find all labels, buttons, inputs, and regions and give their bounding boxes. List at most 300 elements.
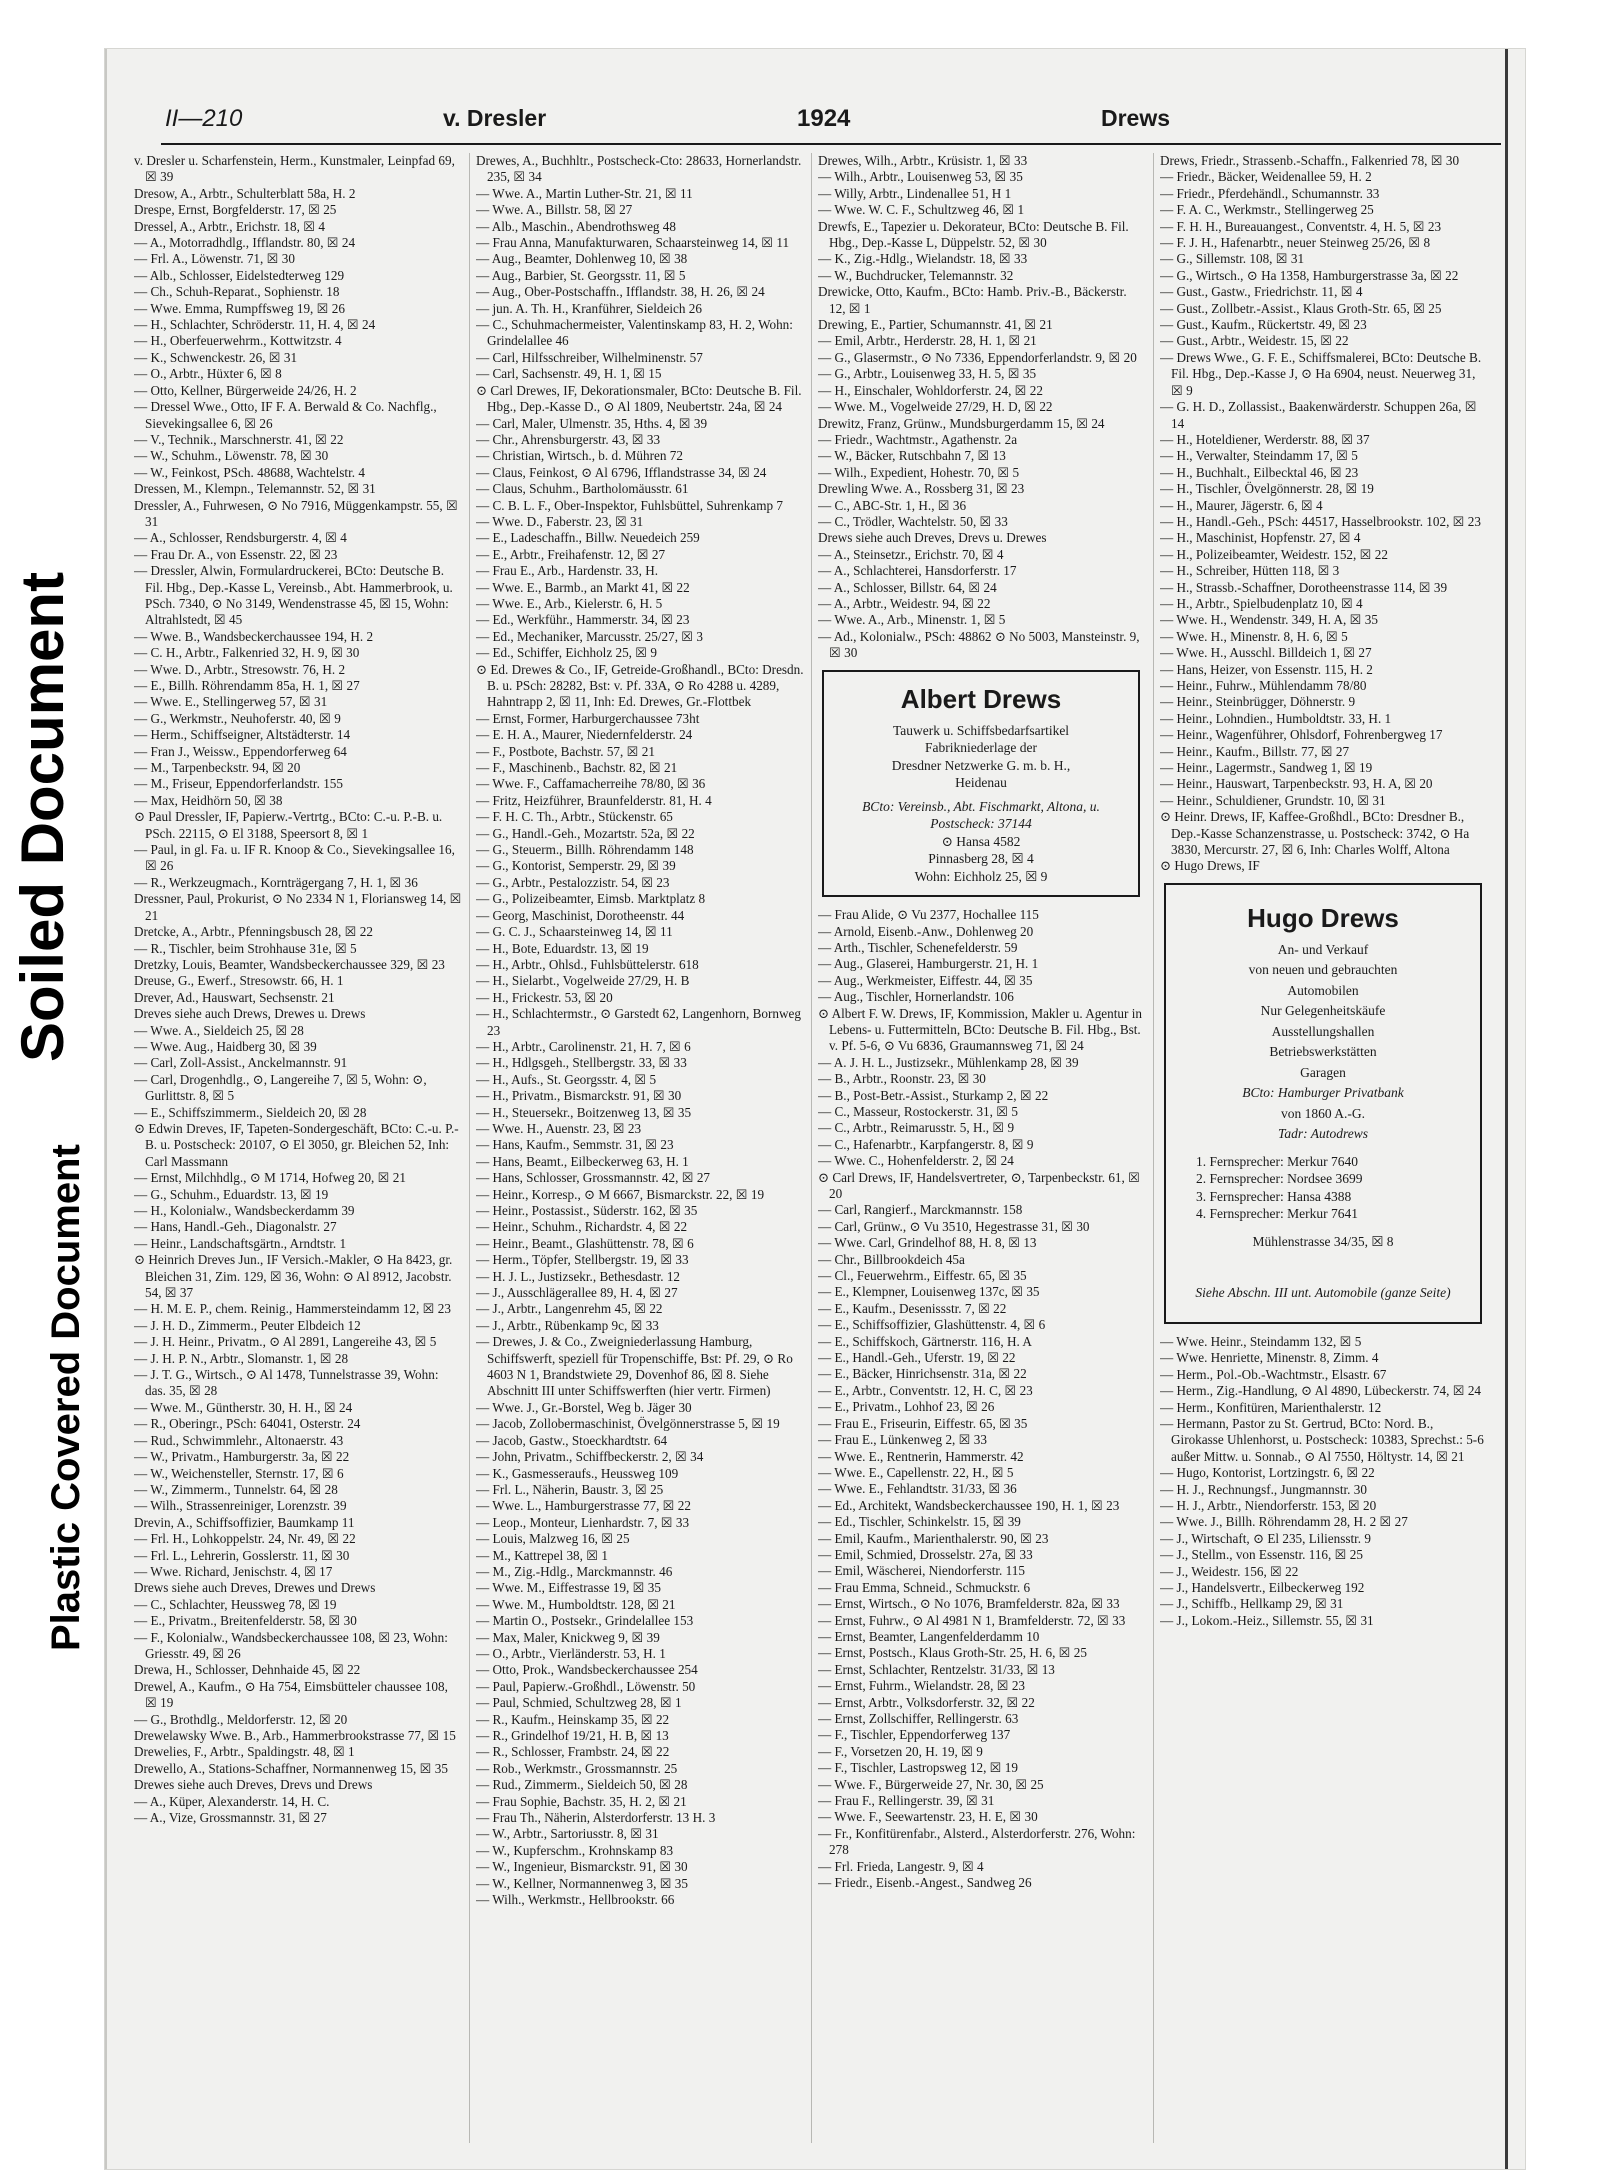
directory-entry: Drewfs, E., Tapezier u. Dekorateur, BCto: Deutsche B. Fil. Hbg., Dep.-Kasse L, Düppelstr. 52, ☒ 30 xyxy=(818,218,1129,251)
directory-entry: — Hermann, Pastor zu St. Gertrud, BCto: Nord. B., Girokasse Uhlenhorst, u. Postscheck: 10383, Sprechst.: 5-6 außer Mittw. u. Sonnab., ⊙ Al 7550, Höltystr. 14, ☒ 21 xyxy=(1160,1415,1484,1464)
directory-entry: — Aug., Werkmeister, Eiffestr. 44, ☒ 35 xyxy=(818,972,1033,988)
directory-entry: — K., Zig.-Hdlg., Wielandstr. 18, ☒ 33 xyxy=(818,251,1028,267)
directory-entry: — Ad., Kolonialw., PSch: 48862 ⊙ No 5003, Mansteinstr. 9, ☒ 30 xyxy=(818,628,1140,661)
directory-entry: — H., Arbtr., Ohlsd., Fuhlsbüttelerstr. 618 xyxy=(476,956,699,972)
ad-phone: 1. Fernsprecher: Merkur 7640 xyxy=(1196,1153,1358,1169)
directory-entry: — Herm., Zig.-Handlung, ⊙ Al 4890, Lübeckerstr. 74, ☒ 24 xyxy=(1160,1383,1482,1399)
directory-entry: — Carl, Sachsenstr. 49, H. 1, ☒ 15 xyxy=(476,366,662,382)
ad-note: Siehe Abschn. III unt. Automobile (ganze Seite) xyxy=(1195,1285,1451,1301)
directory-entry: — H., Privatm., Bismarckstr. 91, ☒ 30 xyxy=(476,1088,682,1104)
directory-entry: — Rob., Werkmstr., Grossmannstr. 25 xyxy=(476,1760,678,1776)
directory-entry: — Drews Wwe., G. F. E., Schiffsmalerei, BCto: Deutsche B. Fil. Hbg., Dep.-Kasse J, ⊙ Ha 6904, neust. Neuerweg 31, ☒ 9 xyxy=(1160,349,1482,398)
directory-entry: — W., Kellner, Normannenweg 3, ☒ 35 xyxy=(476,1875,688,1891)
directory-entry: Dressner, Paul, Prokurist, ⊙ No 2334 N 1, Floriansweg 14, ☒ 21 xyxy=(134,891,462,923)
directory-entry: — Frau Sophie, Bachstr. 35, H. 2, ☒ 21 xyxy=(476,1793,687,1809)
directory-entry: Drews siehe auch Dreves, Drewes und Drews xyxy=(134,1580,376,1596)
directory-entry: — Ed., Schiffer, Eichholz 25, ☒ 9 xyxy=(476,645,657,661)
directory-entry: Drewicke, Otto, Kaufm., BCto: Hamb. Priv.-B., Bäckerstr. 12, ☒ 1 xyxy=(818,284,1127,316)
directory-entry: Drewa, H., Schlosser, Dehnhaide 45, ☒ 22 xyxy=(134,1662,361,1678)
directory-entry: — Herm., Pol.-Ob.-Wachtmstr., Elsastr. 67 xyxy=(1160,1366,1387,1382)
ad-line: von 1860 A.-G. xyxy=(1281,1105,1365,1121)
directory-entry: — C., Arbtr., Reimarusstr. 5, H., ☒ 9 xyxy=(818,1120,1015,1136)
directory-entry: — Ernst, Zollschiffer, Rellingerstr. 63 xyxy=(818,1711,1019,1726)
directory-entry: Dreuse, G., Ewerf., Stresowstr. 66, H. 1 xyxy=(134,973,344,989)
directory-entry: — K., Gasmesseraufs., Heussweg 109 xyxy=(476,1465,679,1481)
directory-entry: — Friedr., Bäcker, Weidenallee 59, H. 2 xyxy=(1160,169,1372,185)
directory-entry: — Wwe. Heinr., Steindamm 132, ☒ 5 xyxy=(1160,1333,1362,1349)
directory-entry: Drevin, A., Schiffsoffizier, Baumkamp 11 xyxy=(134,1514,355,1530)
directory-entry: — Wwe. E., Capellenstr. 22, H., ☒ 5 xyxy=(818,1464,1014,1480)
directory-entry: — Wwe. F., Caffamacherreihe 78/80, ☒ 36 xyxy=(476,776,706,792)
directory-entry: — C., Hafenarbtr., Karpfangerstr. 8, ☒ 9 xyxy=(818,1136,1034,1152)
directory-entry: — Wilh., Expedient, Hohestr. 70, ☒ 5 xyxy=(818,464,1020,480)
directory-entry: — Drewes, J. & Co., Zweigniederlassung Hamburg, Schiffswerft, speziell für Tropenschiffe, Bst: Pf. 29, ⊙ Ro 4603 N 1, Brandstwiete 29, Dovenhof 86, ☒ 8. Siehe Abschnitt III unter Schiffswerften (hier vertr. Firmen) xyxy=(476,1334,793,1399)
directory-entry: Drewing, E., Partier, Schumannstr. 41, ☒ 21 xyxy=(818,317,1053,333)
directory-entry: — Arth., Tischler, Schenefelderstr. 59 xyxy=(818,939,1018,955)
directory-entry: — Carl, Zoll-Assist., Anckelmannstr. 91 xyxy=(134,1055,348,1071)
directory-entry: — H., Maurer, Jägerstr. 6, ☒ 4 xyxy=(1160,497,1323,513)
directory-entry: — Wilh., Arbtr., Louisenweg 53, ☒ 35 xyxy=(818,169,1023,185)
directory-entry: — Wwe. E., Rentnerin, Hammerstr. 42 xyxy=(818,1448,1024,1464)
directory-entry: — Wwe. E., Fehlandtstr. 31/33, ☒ 36 xyxy=(818,1481,1017,1497)
directory-entry: — Christian, Wirtsch., b. d. Mühren 72 xyxy=(476,448,683,464)
directory-entry: — F. H. H., Bureauangest., Conventstr. 4, H. 5, ☒ 23 xyxy=(1160,218,1442,234)
ad-phone: 2. Fernsprecher: Nordsee 3699 xyxy=(1196,1171,1363,1187)
directory-entry: — C., ABC-Str. 1, H., ☒ 36 xyxy=(818,497,967,513)
directory-entry: — F., Vorsetzen 20, H. 19, ☒ 9 xyxy=(818,1743,983,1759)
directory-entry: — Otto, Kellner, Bürgerweide 24/26, H. 2 xyxy=(134,382,357,398)
directory-entry: — W., Schuhm., Löwenstr. 78, ☒ 30 xyxy=(134,448,329,464)
directory-entry: — Ernst, Wirtsch., ⊙ No 1076, Bramfelderstr. 82a, ☒ 33 xyxy=(818,1596,1120,1612)
directory-entry: — Frl. A., Löwenstr. 71, ☒ 30 xyxy=(134,251,295,267)
directory-entry: — H., Maschinist, Hopfenstr. 27, ☒ 4 xyxy=(1160,530,1361,546)
directory-entry: — Aug., Glaserei, Hamburgerstr. 21, H. 1 xyxy=(818,956,1039,972)
directory-entry: — Wwe. M., Vogelweide 27/29, H. D, ☒ 22 xyxy=(818,399,1053,415)
directory-entry: — Chr., Billbrookdeich 45a xyxy=(818,1251,965,1267)
directory-entry: — Wilh., Werkmstr., Hellbrookstr. 66 xyxy=(476,1892,675,1908)
directory-entry: — H., Arbtr., Carolinenstr. 21, H. 7, ☒ 6 xyxy=(476,1038,691,1054)
directory-entry: — Heinr., Steinbrügger, Döhnerstr. 9 xyxy=(1160,694,1356,710)
directory-entry: — H., Strassb.-Schaffner, Dorotheenstrasse 114, ☒ 39 xyxy=(1160,579,1448,595)
directory-entry: — Rud., Zimmerm., Sieldeich 50, ☒ 28 xyxy=(476,1777,688,1793)
ad-line: Tauwerk u. Schiffsbedarfsartikel xyxy=(892,722,1070,738)
directory-entry: — A., Arbtr., Weidestr. 94, ☒ 22 xyxy=(818,595,991,611)
directory-entry: — Carl, Hilfsschreiber, Wilhelminenstr. 57 xyxy=(476,349,703,365)
directory-entry: — A., Schlosser, Rendsburgerstr. 4, ☒ 4 xyxy=(134,530,347,546)
directory-entry: — J., Stellm., von Essenstr. 116, ☒ 25 xyxy=(1160,1547,1363,1563)
directory-entry: — Wwe. M., Humboldtstr. 128, ☒ 21 xyxy=(476,1596,676,1612)
directory-entry: — Ernst, Arbtr., Volksdorferstr. 32, ☒ 22 xyxy=(818,1694,1035,1710)
header-rule xyxy=(161,143,1501,145)
directory-entry: — J., Wirtschaft, ⊙ El 235, Liliensstr. 9 xyxy=(1160,1530,1371,1546)
directory-entry: — E., Ladeschaffn., Billw. Neuedeich 259 xyxy=(476,530,700,546)
directory-entry: — H., Buchhalt., Eilbecktal 46, ☒ 23 xyxy=(1160,464,1359,480)
directory-entry: — K., Schwenckestr. 26, ☒ 31 xyxy=(134,349,298,365)
directory-entry: — R., Schlosser, Frambstr. 24, ☒ 22 xyxy=(476,1744,670,1760)
directory-entry: — Carl, Rangierf., Marckmannstr. 158 xyxy=(818,1202,1023,1218)
directory-entry: — Leop., Monteur, Lienhardstr. 7, ☒ 33 xyxy=(476,1514,690,1530)
directory-entry: — E., Billh. Röhrendamm 85a, H. 1, ☒ 27 xyxy=(134,678,360,693)
directory-entry: — G., Sillemstr. 108, ☒ 31 xyxy=(1160,251,1305,267)
directory-entry: — Ernst, Beamter, Langenfelderdamm 10 xyxy=(818,1628,1040,1644)
directory-entry: — Aug., Ober-Postschaffn., Ifflandstr. 38, H. 26, ☒ 24 xyxy=(476,284,765,300)
ad-bank: BCto: Hamburger Privatbank xyxy=(1242,1085,1404,1101)
directory-entry: — Heinr., Fuhrw., Mühlendamm 78/80 xyxy=(1160,678,1367,693)
directory-entry: — Heinr., Lohndien., Humboldtstr. 33, H. 1 xyxy=(1160,710,1392,726)
directory-entry: — Aug., Tischler, Hornerlandstr. 106 xyxy=(818,989,1014,1005)
directory-column-2 xyxy=(476,153,804,2143)
directory-entry: — A., Motorradhdlg., Ifflandstr. 80, ☒ 24 xyxy=(134,235,356,251)
directory-entry: — G., Steuerm., Billh. Röhrendamm 148 xyxy=(476,842,694,858)
directory-entry: — F., Postbote, Bachstr. 57, ☒ 21 xyxy=(476,743,655,759)
directory-entry: Drewes siehe auch Dreves, Drevs und Drews xyxy=(134,1777,373,1793)
directory-entry: — Frl. Frieda, Langestr. 9, ☒ 4 xyxy=(818,1858,984,1874)
directory-entry: — J., Weidestr. 156, ☒ 22 xyxy=(1160,1563,1299,1579)
directory-entry: — Frl. L., Näherin, Baustr. 3, ☒ 25 xyxy=(476,1481,664,1497)
directory-entry: — M., Kattrepel 38, ☒ 1 xyxy=(476,1547,608,1563)
ad-address: Pinnasberg 28, ☒ 4 xyxy=(928,851,1034,867)
directory-entry: — Hugo, Kontorist, Lortzingstr. 6, ☒ 22 xyxy=(1160,1465,1375,1481)
directory-entry: — Wwe. M., Eiffestrasse 19, ☒ 35 xyxy=(476,1580,661,1596)
directory-entry: — Willy, Arbtr., Lindenallee 51, H 1 xyxy=(818,185,1012,201)
directory-entry: — Emil, Schmied, Drosselstr. 27a, ☒ 33 xyxy=(818,1546,1033,1562)
directory-entry: ⊙ Heinrich Dreves Jun., IF Versich.-Makler, ⊙ Ha 8423, gr. Bleichen 31, Zim. 129, ☒ 36, Wohn: ⊙ Al 8912, Jacobstr. 54, ☒ 37 xyxy=(134,1252,453,1301)
directory-entry: ⊙ Carl Drewes, IF, Dekorationsmaler, BCto: Deutsche B. Fil. Hbg., Dep.-Kasse D., ⊙ Al 1809, Neubertstr. 24a, ☒ 24 xyxy=(476,382,802,415)
directory-entry: — Arnold, Eisenb.-Anw., Dohlenweg 20 xyxy=(818,923,1034,939)
directory-entry: — G., Schuhm., Eduardstr. 13, ☒ 19 xyxy=(134,1186,329,1202)
directory-entry: — H. J., Rechnungsf., Jungmannstr. 30 xyxy=(1160,1481,1367,1497)
directory-entry: Drewitz, Franz, Grünw., Mundsburgerdamm 15, ☒ 24 xyxy=(818,415,1105,431)
directory-entry: — Gust., Gastw., Friedrichstr. 11, ☒ 4 xyxy=(1160,284,1363,300)
directory-entry: — Heinr., Schuldiener, Grundstr. 10, ☒ 31 xyxy=(1160,792,1386,808)
directory-entry: — J. H. P. N., Arbtr., Slomanstr. 1, ☒ 28 xyxy=(134,1350,349,1366)
directory-entry: — W., Weichensteller, Sternstr. 17, ☒ 6 xyxy=(134,1465,344,1481)
directory-entry: — Dressler, Alwin, Formulardruckerei, BCto: Deutsche B. Fil. Hbg., Dep.-Kasse L, Vereinsb., Abt. Hammerbrook, u. PSch. 7340, ⊙ No 3149, Wendenstrasse 45, ☒ 15, Wohn: Altrahlstedt, ☒ 45 xyxy=(134,563,453,628)
page-number: II—210 xyxy=(165,105,243,132)
page-edge xyxy=(105,49,107,2169)
directory-entry: — H., Frickestr. 53, ☒ 20 xyxy=(476,989,613,1005)
directory-entry: Drespe, Ernst, Borgfelderstr. 17, ☒ 25 xyxy=(134,202,337,218)
directory-entry: — E., Klempner, Louisenweg 137c, ☒ 35 xyxy=(818,1284,1040,1300)
directory-entry: — G., Polizeibeamter, Eimsb. Marktplatz 8 xyxy=(476,891,706,907)
directory-entry: — H., Verwalter, Steindamm 17, ☒ 5 xyxy=(1160,448,1358,464)
directory-entry: — Ernst, Fuhrw., ⊙ Al 4981 N 1, Bramfelderstr. 72, ☒ 33 xyxy=(818,1612,1126,1628)
directory-entry: Drewelies, F., Arbtr., Spaldingstr. 48, ☒ 1 xyxy=(134,1744,355,1760)
directory-entry: — Heinr., Beamt., Glashüttenstr. 78, ☒ 6 xyxy=(476,1235,694,1251)
directory-entry: — R., Oberingr., PSch: 64041, Osterstr. 24 xyxy=(134,1416,361,1432)
directory-entry: — G., Kontorist, Semperstr. 29, ☒ 39 xyxy=(476,858,676,874)
directory-entry: ⊙ Heinr. Drews, IF, Kaffee-Großhdl., BCto: Dresdner B., Dep.-Kasse Schanzenstrasse, u. Postscheck: 3742, ⊙ Ha 3830, Mercurstr. 27, ☒ 6, Inh: Charles Wolff, Altona xyxy=(1160,809,1470,858)
directory-entry: — Frau Anna, Manufakturwaren, Schaarsteinweg 14, ☒ 11 xyxy=(476,235,790,251)
ad-line: Ausstellungshallen xyxy=(1271,1023,1375,1039)
directory-entry: Dressler, A., Fuhrwesen, ⊙ No 7916, Müggenkampstr. 55, ☒ 31 xyxy=(134,497,458,529)
directory-entry: — O., Arbtr., Vierländerstr. 53, H. 1 xyxy=(476,1645,666,1661)
directory-entry: — Max, Heidhörn 50, ☒ 38 xyxy=(134,792,283,808)
directory-entry: — F. A. C., Werkmstr., Stellingerweg 25 xyxy=(1160,202,1374,218)
directory-entry: — R., Kaufm., Heinskamp 35, ☒ 22 xyxy=(476,1711,670,1727)
directory-entry: — H., Hoteldiener, Werderstr. 88, ☒ 37 xyxy=(1160,431,1370,447)
directory-entry: — Paul, Schmied, Schultzweg 28, ☒ 1 xyxy=(476,1695,682,1711)
directory-entry: — H., Sielarbt., Vogelweide 27/29, H. B xyxy=(476,973,690,989)
directory-entry: — G., Wirtsch., ⊙ Ha 1358, Hamburgerstrasse 3a, ☒ 22 xyxy=(1160,267,1459,283)
directory-entry: — Emil, Kaufm., Marienthalerstr. 90, ☒ 23 xyxy=(818,1530,1049,1546)
directory-entry: — A., Steinsetzr., Erichstr. 70, ☒ 4 xyxy=(818,546,1004,562)
ad-line: Dresdner Netzwerke G. m. b. H., xyxy=(891,757,1071,773)
directory-entry: — Frau E., Friseurin, Eiffestr. 65, ☒ 35 xyxy=(818,1415,1028,1431)
directory-entry: Drews, Friedr., Strassenb.-Schaffn., Falkenried 78, ☒ 30 xyxy=(1160,153,1460,168)
plastic-covered-document-label: Plastic Covered Document xyxy=(44,1144,88,1651)
directory-entry: — Wwe. H., Minenstr. 8, H. 6, ☒ 5 xyxy=(1160,628,1348,644)
directory-entry: Dresow, A., Arbtr., Schulterblatt 58a, H. 2 xyxy=(134,185,356,201)
directory-entry: — Gust., Kaufm., Rückertstr. 49, ☒ 23 xyxy=(1160,317,1367,333)
directory-entry: — Wilh., Strassenreiniger, Lorenzstr. 39 xyxy=(134,1498,347,1514)
directory-column-3 xyxy=(818,153,1146,2143)
directory-entry: — H., Einschaler, Wohldorferstr. 24, ☒ 22 xyxy=(818,382,1043,398)
directory-entry: — W., Zimmerm., Tunnelstr. 64, ☒ 28 xyxy=(134,1481,338,1497)
directory-entry: ⊙ Albert F. W. Drews, IF, Kommission, Makler u. Agentur in Lebens- u. Futtermitteln, BCto: Deutsche B. Fil. Hbg., Bst. v. Pf. 5-6, ⊙ Vu 6836, Graumannsweg 71, ☒ 24 xyxy=(818,1005,1142,1054)
directory-entry: — W., Privatm., Hamburgerstr. 3a, ☒ 22 xyxy=(134,1449,350,1465)
ad-phone: ⊙ Hansa 4582 xyxy=(941,833,1021,849)
directory-entry: — H., Schreiber, Hütten 118, ☒ 3 xyxy=(1160,563,1340,579)
directory-entry: — G., Handl.-Geh., Mozartstr. 52a, ☒ 22 xyxy=(476,825,695,841)
directory-entry: — Paul, in gl. Fa. u. IF R. Knoop & Co., Sievekingsallee 16, ☒ 26 xyxy=(134,842,455,874)
directory-entry: — H., Oberfeuerwehrm., Kottwitzstr. 4 xyxy=(134,333,342,349)
directory-entry: — H., Steuersekr., Boitzenweg 13, ☒ 35 xyxy=(476,1104,692,1120)
directory-entry: — Otto, Prok., Wandsbeckerchaussee 254 xyxy=(476,1662,698,1678)
directory-entry: — Wwe. D., Faberstr. 23, ☒ 31 xyxy=(476,513,644,529)
directory-entry: — E., Handl.-Geh., Uferstr. 19, ☒ 22 xyxy=(818,1350,1016,1366)
running-header xyxy=(155,105,1505,135)
directory-entry: — Wwe. A., Billstr. 58, ☒ 27 xyxy=(476,202,633,218)
directory-entry: — F. H. C. Th., Arbtr., Stückenstr. 65 xyxy=(476,809,673,825)
directory-entry: — Carl, Grünw., ⊙ Vu 3510, Hegestrasse 31, ☒ 30 xyxy=(818,1218,1090,1234)
directory-entry: — Gust., Zollbetr.-Assist., Klaus Groth-Str. 65, ☒ 25 xyxy=(1160,300,1442,316)
directory-entry: — Wwe. E., Stellingerweg 57, ☒ 31 xyxy=(134,694,328,710)
ad-line: Fabrikniederlage der xyxy=(924,740,1038,756)
directory-entry: — Ernst, Schlachter, Rentzelstr. 31/33, ☒ 13 xyxy=(818,1661,1055,1677)
albert-drews-advertisement xyxy=(822,670,1140,898)
directory-entry: — F., Maschinenb., Bachstr. 82, ☒ 21 xyxy=(476,760,678,776)
directory-entry: — Alb., Schlosser, Eidelstedterweg 129 xyxy=(134,267,345,283)
directory-entry: — C., Trödler, Wachtelstr. 50, ☒ 33 xyxy=(818,513,1008,529)
directory-entry: — E., Privatm., Lohhof 23, ☒ 26 xyxy=(818,1399,995,1415)
directory-entry: — Ed., Mechaniker, Marcusstr. 25/27, ☒ 3 xyxy=(476,628,704,644)
directory-entry: — Claus, Feinkost, ⊙ Al 6796, Ifflandstrasse 34, ☒ 24 xyxy=(476,464,767,480)
directory-entry: — Dressel Wwe., Otto, IF F. A. Berwald & Co. Nachflg., Sievekingsallee 6, ☒ 26 xyxy=(134,399,437,431)
directory-entry: — Wwe. B., Wandsbeckerchaussee 194, H. 2 xyxy=(134,628,374,644)
directory-entry: — Ernst, Postsch., Klaus Groth-Str. 25, H. 6, ☒ 25 xyxy=(818,1645,1087,1661)
directory-entry: — Wwe. E., Arb., Kielerstr. 6, H. 5 xyxy=(476,595,663,611)
directory-entry: — Carl, Drogenhdlg., ⊙, Langereihe 7, ☒ 5, Wohn: ⊙, Gurlittstr. 8, ☒ 5 xyxy=(134,1071,427,1104)
directory-entry: — Paul, Papierw.-Großhdl., Löwenstr. 50 xyxy=(476,1678,696,1694)
directory-entry: — Hans, Handl.-Geh., Diagonalstr. 27 xyxy=(134,1219,337,1235)
directory-entry: — Wwe. Henriette, Minenstr. 8, Zimm. 4 xyxy=(1160,1350,1379,1366)
directory-entry: — Wwe. E., Barmb., an Markt 41, ☒ 22 xyxy=(476,579,690,595)
directory-entry: — Aug., Barbier, St. Georgsstr. 11, ☒ 5 xyxy=(476,267,686,283)
directory-entry: — W., Bäcker, Rutschbahn 7, ☒ 13 xyxy=(818,448,1006,464)
directory-entry: — Rud., Schwimmlehr., Altonaerstr. 43 xyxy=(134,1432,344,1448)
column-divider xyxy=(811,153,812,2143)
directory-entry: Dretzky, Louis, Beamter, Wandsbeckerchaussee 329, ☒ 23 xyxy=(134,956,445,972)
directory-entry: — H., Kolonialw., Wandsbeckerdamm 39 xyxy=(134,1203,355,1218)
directory-entry: — Emil, Wäscherei, Niendorferstr. 115 xyxy=(818,1563,1025,1579)
directory-entry: — F., Tischler, Lastropsweg 12, ☒ 19 xyxy=(818,1760,1018,1776)
directory-entry: — jun. A. Th. H., Kranführer, Sieldeich 26 xyxy=(476,300,702,316)
ad-line: Heidenau xyxy=(955,775,1007,791)
directory-entry: — A., Küper, Alexanderstr. 14, H. C. xyxy=(134,1793,330,1809)
directory-entry: — Heinr., Postassist., Süderstr. 162, ☒ 35 xyxy=(476,1203,698,1218)
directory-entry: — J., Schiffb., Hellkamp 29, ☒ 31 xyxy=(1160,1596,1344,1612)
directory-entry: — Hans, Kaufm., Semmstr. 31, ☒ 23 xyxy=(476,1137,674,1153)
directory-entry: — Georg, Maschinist, Dorotheenstr. 44 xyxy=(476,907,685,923)
directory-entry: — W., Buchdrucker, Telemannstr. 32 xyxy=(818,267,1014,283)
directory-entry: — Ch., Schuh-Reparat., Sophienstr. 18 xyxy=(134,284,340,300)
ad-title: Albert Drews xyxy=(900,683,1062,714)
directory-entry: — J., Lokom.-Heiz., Sillemstr. 55, ☒ 31 xyxy=(1160,1612,1374,1628)
directory-entry: — H., Schlachtermstr., ⊙ Garstedt 62, Langenhorn, Bornweg 23 xyxy=(476,1006,801,1038)
directory-entry: — Ernst, Former, Harburgerchaussee 73ht xyxy=(476,710,700,726)
directory-entry: Drever, Ad., Hauswart, Sechsenstr. 21 xyxy=(134,989,335,1005)
directory-entry: — W., Kupferschm., Krohnskamp 83 xyxy=(476,1842,674,1858)
directory-entry: — E., Kaufm., Desenissstr. 7, ☒ 22 xyxy=(818,1300,1007,1316)
directory-entry: — Frl. L., Lehrerin, Gosslerstr. 11, ☒ 30 xyxy=(134,1547,350,1563)
directory-entry: — Wwe. A., Arb., Minenstr. 1, ☒ 5 xyxy=(818,612,1006,628)
directory-entry: — Frau Emma, Schneid., Schmuckstr. 6 xyxy=(818,1579,1031,1595)
directory-entry: — J., Arbtr., Langenrehm 45, ☒ 22 xyxy=(476,1301,663,1317)
hugo-drews-advertisement xyxy=(1164,883,1482,1324)
directory-entry: — C., Schlachter, Heussweg 78, ☒ 19 xyxy=(134,1596,337,1612)
directory-entry: — J. H. Heinr., Privatm., ⊙ Al 2891, Langereihe 43, ☒ 5 xyxy=(134,1334,437,1350)
directory-entry: — H., Arbtr., Spielbudenplatz 10, ☒ 4 xyxy=(1160,595,1363,611)
directory-entry: — Wwe. A., Martin Luther-Str. 21, ☒ 11 xyxy=(476,185,693,201)
column-divider xyxy=(1153,153,1154,2143)
directory-entry: — J. H. D., Zimmerm., Peuter Elbdeich 12 xyxy=(134,1317,361,1333)
directory-entry: — Cl., Feuerwehrm., Eiffestr. 65, ☒ 35 xyxy=(818,1268,1027,1284)
ad-phone-list xyxy=(1176,1153,1470,1223)
directory-entry: — Wwe. Carl, Grindelhof 88, H. 8, ☒ 13 xyxy=(818,1235,1037,1251)
ad-line: Automobilen xyxy=(1287,982,1359,998)
directory-entry: — R., Tischler, beim Strohhause 31e, ☒ 5 xyxy=(134,940,357,956)
directory-entry: — Frau Alide, ⊙ Vu 2377, Hochallee 115 xyxy=(818,907,1039,923)
directory-entry: Dressel, A., Arbtr., Erichstr. 18, ☒ 4 xyxy=(134,218,325,234)
directory-entry: — Hans, Beamt., Eilbeckerweg 63, H. 1 xyxy=(476,1153,689,1169)
directory-entry: — H. J. L., Justizsekr., Bethesdastr. 12 xyxy=(476,1268,681,1284)
directory-entry: — Frau F., Rellingerstr. 39, ☒ 31 xyxy=(818,1793,995,1809)
directory-entry: — E., Schiffskoch, Gärtnerstr. 116, H. A xyxy=(818,1333,1032,1349)
directory-entry: — W., Feinkost, PSch. 48688, Wachtelstr. 4 xyxy=(134,464,365,480)
directory-entry: Drewello, A., Stations-Schaffner, Normannenweg 15, ☒ 35 xyxy=(134,1760,448,1776)
directory-entry: — C. H., Arbtr., Falkenried 32, H. 9, ☒ 30 xyxy=(134,645,360,661)
directory-entry: ⊙ Hugo Drews, IF xyxy=(1160,858,1260,874)
directory-entry: — Wwe. D., Arbtr., Stresowstr. 76, H. 2 xyxy=(134,661,346,677)
directory-entry: Drewes, Wilh., Arbtr., Krüsistr. 1, ☒ 33 xyxy=(818,153,1028,168)
directory-entry: — W., Ingenieur, Bismarckstr. 91, ☒ 30 xyxy=(476,1859,688,1875)
directory-entry: — Wwe. A., Sieldeich 25, ☒ 28 xyxy=(134,1022,304,1038)
directory-entry: — Frau E., Arb., Hardenstr. 33, H. xyxy=(476,563,659,579)
directory-entry: — J., Handelsvertr., Eilbeckerweg 192 xyxy=(1160,1579,1365,1595)
directory-entry: — Heinr., Schuhm., Richardstr. 4, ☒ 22 xyxy=(476,1219,688,1235)
directory-entry: — H. J., Arbtr., Niendorferstr. 153, ☒ 20 xyxy=(1160,1497,1377,1513)
directory-entry: v. Dresler u. Scharfenstein, Herm., Kunstmaler, Leinpfad 69, ☒ 39 xyxy=(134,153,455,185)
directory-entry: — Louis, Malzweg 16, ☒ 25 xyxy=(476,1531,630,1547)
directory-entry: — Ernst, Milchhdlg., ⊙ M 1714, Hofweg 20, ☒ 21 xyxy=(134,1170,406,1186)
ad-line: Garagen xyxy=(1300,1064,1346,1080)
directory-entry: — Wwe. H., Ausschl. Billdeich 1, ☒ 27 xyxy=(1160,645,1372,661)
directory-entry: — Herm., Konfitüren, Marienthalerstr. 12 xyxy=(1160,1399,1382,1415)
directory-entry: — H., Schlachter, Schröderstr. 11, H. 4, ☒ 24 xyxy=(134,317,376,333)
directory-entry: — Fritz, Heizführer, Braunfelderstr. 81, H. 4 xyxy=(476,792,712,808)
directory-entry: — G., Werkmstr., Neuhoferstr. 40, ☒ 9 xyxy=(134,710,341,726)
directory-entry: — Martin O., Postsekr., Grindelallee 153 xyxy=(476,1613,694,1629)
directory-entry: — C., Masseur, Rostockerstr. 31, ☒ 5 xyxy=(818,1103,1018,1119)
soiled-document-label: Soiled Document xyxy=(9,571,76,1062)
directory-entry: — Frau Dr. A., von Essenstr. 22, ☒ 23 xyxy=(134,546,338,562)
directory-entry: — Wwe. H., Wendenstr. 349, H. A, ☒ 35 xyxy=(1160,612,1378,628)
directory-entry: ⊙ Carl Drews, IF, Handelsvertreter, ⊙, Tarpenbeckstr. 61, ☒ 20 xyxy=(818,1169,1140,1201)
directory-entry: — H. M. E. P., chem. Reinig., Hammersteindamm 12, ☒ 23 xyxy=(134,1301,451,1317)
directory-entry: — Heinr., Hauswart, Tarpenbeckstr. 93, H. A, ☒ 20 xyxy=(1160,776,1433,792)
directory-entry: — E., Arbtr., Freihafenstr. 12, ☒ 27 xyxy=(476,546,666,562)
directory-entry: — G., Glasermstr., ⊙ No 7336, Eppendorferlandstr. 9, ☒ 20 xyxy=(818,349,1137,365)
directory-entry: — Gust., Arbtr., Weidestr. 15, ☒ 22 xyxy=(1160,333,1349,349)
directory-entry: — E., Schiffszimmerm., Sieldeich 20, ☒ 28 xyxy=(134,1104,367,1120)
directory-entry: — Frau E., Lünkenweg 2, ☒ 33 xyxy=(818,1432,987,1448)
directory-entry: Drewelawsky Wwe. B., Arb., Hammerbrookstrasse 77, ☒ 15 xyxy=(134,1728,456,1743)
directory-entry: — Friedr., Pferdehändl., Schumannstr. 33 xyxy=(1160,185,1380,201)
directory-entry: — Hans, Schlosser, Grossmannstr. 42, ☒ 27 xyxy=(476,1170,711,1186)
ad-bank: BCto: Vereinsb., Abt. Fischmarkt, Altona, u. Postscheck: 37144 xyxy=(862,798,1100,832)
directory-entry: — Ed., Werkführ., Hammerstr. 34, ☒ 23 xyxy=(476,612,690,628)
directory-entry: — Wwe. Aug., Haidberg 30, ☒ 39 xyxy=(134,1038,317,1054)
directory-column-1 xyxy=(134,153,462,2143)
directory-entry: — Ed., Architekt, Wandsbeckerchaussee 190, H. 1, ☒ 23 xyxy=(818,1497,1120,1513)
directory-entry: — M., Tarpenbeckstr. 94, ☒ 20 xyxy=(134,760,301,776)
directory-entry: — Friedr., Wachtmstr., Agathenstr. 2a xyxy=(818,431,1018,447)
directory-entry: — O., Arbtr., Hüxter 6, ☒ 8 xyxy=(134,366,282,382)
directory-entry: — M., Friseur, Eppendorferlandstr. 155 xyxy=(134,776,343,792)
ad-title: Hugo Drews xyxy=(1247,902,1399,933)
directory-entry: — Wwe. J., Billh. Röhrendamm 28, H. 2 ☒ 27 xyxy=(1160,1514,1408,1530)
directory-entry: — Heinr., Korresp., ⊙ M 6667, Bismarckstr. 22, ☒ 19 xyxy=(476,1186,765,1202)
directory-entry: — J. T. G., Wirtsch., ⊙ Al 1478, Tunnelstrasse 39, Wohn: das. 35, ☒ 28 xyxy=(134,1367,439,1399)
directory-entry: Dreves siehe auch Drews, Drewes u. Drews xyxy=(134,1006,366,1022)
directory-entry: — C. B. L. F., Ober-Inspektor, Fuhlsbüttel, Suhrenkamp 7 xyxy=(476,497,783,513)
directory-entry: — Wwe. J., Gr.-Borstel, Weg b. Jäger 30 xyxy=(476,1399,692,1415)
directory-entry: Dretcke, A., Arbtr., Pfenningsbusch 28, ☒ 22 xyxy=(134,924,373,940)
ad-telegram: Tadr: Autodrews xyxy=(1278,1126,1368,1142)
directory-entry: — Claus, Schuhm., Bartholomäusstr. 61 xyxy=(476,481,689,497)
ad-line: Nur Gelegenheitskäufe xyxy=(1260,1003,1386,1019)
directory-entry: Drewel, A., Kaufm., ⊙ Ha 754, Eimsbütteler chaussee 108, ☒ 19 xyxy=(134,1678,448,1711)
directory-entry: — John, Privatm., Schiffbeckerstr. 2, ☒ 34 xyxy=(476,1449,704,1465)
directory-entry: — G., Brothdlg., Meldorferstr. 12, ☒ 20 xyxy=(134,1711,348,1727)
directory-entry: — M., Zig.-Hdlg., Marckmannstr. 46 xyxy=(476,1563,673,1579)
directory-entry: — Wwe. M., Güntherstr. 30, H. H., ☒ 24 xyxy=(134,1399,353,1415)
directory-entry: Drewes, A., Buchhltr., Postscheck-Cto: 28633, Hornerlandstr. 235, ☒ 34 xyxy=(476,153,802,185)
directory-entry: — Frau Th., Näherin, Alsterdorferstr. 13 H. 3 xyxy=(476,1810,716,1826)
directory-entry: — Herm., Schiffseigner, Altstädterstr. 14 xyxy=(134,727,351,743)
header-last-entry: Drews xyxy=(1101,105,1171,131)
ad-address: Mühlenstrasse 34/35, ☒ 8 xyxy=(1252,1233,1394,1249)
directory-page xyxy=(104,48,1526,2170)
directory-entry: — Fran J., Weissw., Eppendorferweg 64 xyxy=(134,743,347,759)
header-year: 1924 xyxy=(797,105,851,132)
directory-entry: — H., Aufs., St. Georgsstr. 4, ☒ 5 xyxy=(476,1071,657,1087)
directory-entry: — Heinr., Landschaftsgärtn., Arndtstr. 1 xyxy=(134,1235,347,1251)
directory-entry: — Wwe. F., Seewartenstr. 23, H. E, ☒ 30 xyxy=(818,1809,1038,1825)
ad-line: von neuen und gebrauchten xyxy=(1248,962,1398,978)
directory-entry: — Wwe. H., Auenstr. 23, ☒ 23 xyxy=(476,1120,642,1136)
